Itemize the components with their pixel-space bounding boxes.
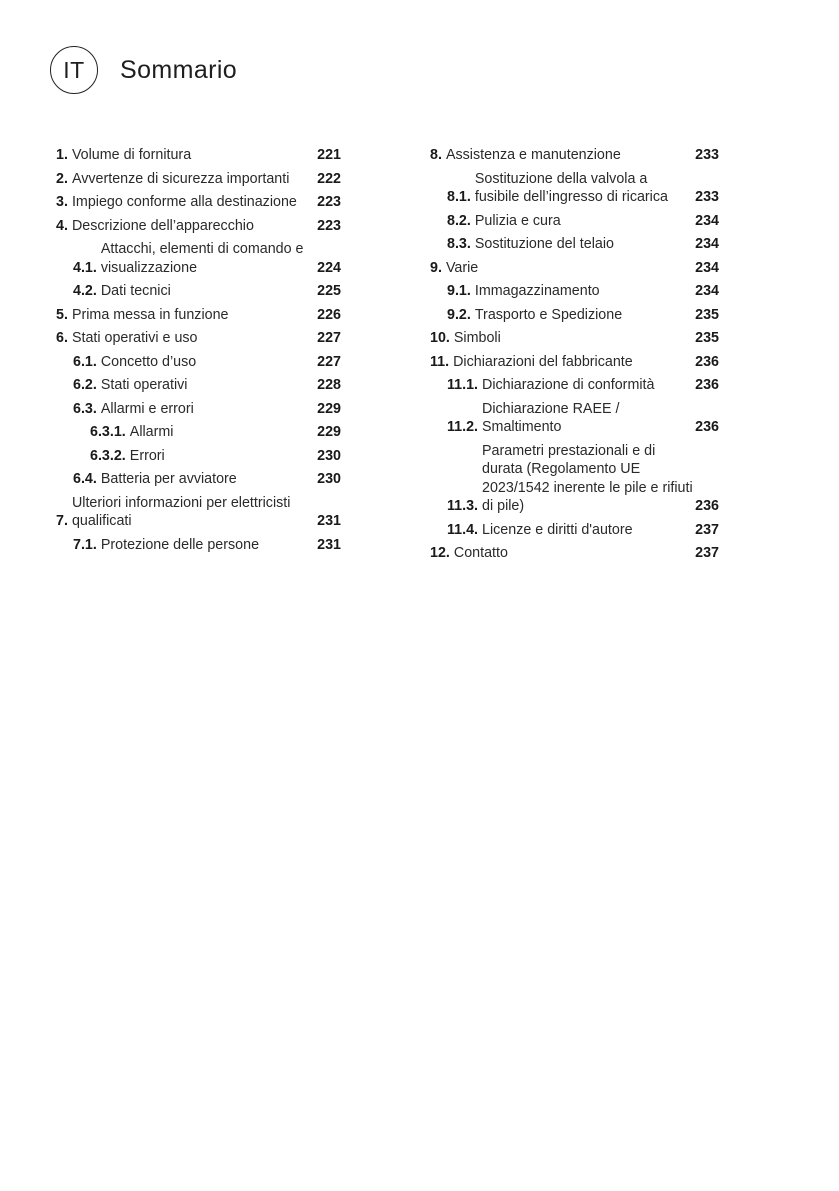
toc-entry-page: 234 bbox=[695, 236, 719, 252]
toc-entry-title: Contatto bbox=[453, 545, 508, 561]
toc-entry[interactable] bbox=[430, 282, 719, 301]
toc-entry[interactable] bbox=[430, 544, 719, 563]
toc-entry[interactable] bbox=[430, 146, 719, 165]
toc-entry-number: 6. bbox=[56, 330, 68, 346]
toc-entry-number: 6.3.1. bbox=[90, 424, 126, 440]
toc-entry-number: 7. bbox=[56, 513, 68, 529]
toc-entry-page: 230 bbox=[317, 447, 341, 464]
toc-entry-page: 228 bbox=[317, 377, 341, 393]
toc-entry-title: Allarmi e errori bbox=[100, 400, 194, 417]
toc-entry-number: 4. bbox=[56, 217, 68, 234]
toc-entry-page: 236 bbox=[695, 419, 719, 435]
toc-entry-number: 8.2. bbox=[447, 212, 471, 229]
toc-entry-title: Sostituzione della valvola a fusibile dell’ingresso di ricarica bbox=[474, 170, 668, 205]
toc-entry-number: 6.3. bbox=[73, 400, 97, 417]
toc-entry-page: 237 bbox=[695, 545, 719, 561]
toc-entry-number: 12. bbox=[430, 545, 450, 561]
toc-entry-page: 233 bbox=[695, 189, 719, 205]
toc-entry[interactable] bbox=[56, 536, 341, 555]
toc-entry-title: Stati operativi e uso bbox=[71, 330, 198, 346]
toc-entry-title: Parametri prestazionali e di durata (Regolamento UE 2023/1542 inerente le pile e rifiuti di pile) bbox=[482, 442, 693, 514]
toc-entry-number: 9. bbox=[430, 259, 442, 276]
toc-entry-page: 231 bbox=[317, 536, 341, 553]
toc-entry-page: 235 bbox=[695, 330, 719, 346]
toc-entry-page: 236 bbox=[695, 353, 719, 370]
toc-entry-number: 6.2. bbox=[73, 377, 97, 393]
language-badge bbox=[50, 46, 98, 94]
toc-entry-page: 227 bbox=[317, 353, 341, 370]
toc-entry[interactable] bbox=[56, 193, 341, 212]
toc-entry-title: Dati tecnici bbox=[100, 283, 171, 299]
toc-entry[interactable] bbox=[56, 447, 341, 466]
toc-entry-number: 6.1. bbox=[73, 353, 97, 370]
toc-entry-number: 6.3.2. bbox=[90, 447, 126, 464]
toc-entry[interactable] bbox=[56, 470, 341, 489]
toc-entry-page: 237 bbox=[695, 521, 719, 538]
toc-entry-number: 4.2. bbox=[73, 283, 97, 299]
toc-entry[interactable] bbox=[56, 353, 341, 372]
toc-entry-number: 10. bbox=[430, 330, 450, 346]
toc-entry-page: 236 bbox=[695, 377, 719, 393]
toc-entry-title: Immagazzinamento bbox=[474, 283, 600, 299]
toc-entry[interactable] bbox=[430, 235, 719, 254]
toc-entry-title: Licenze e diritti d'autore bbox=[482, 521, 633, 538]
toc-entry-page: 223 bbox=[317, 194, 341, 210]
language-code: IT bbox=[63, 56, 85, 83]
toc-entry[interactable] bbox=[430, 329, 719, 348]
toc-entry-title: Trasporto e Spedizione bbox=[474, 306, 623, 323]
toc-entry-page: 222 bbox=[317, 170, 341, 187]
toc-entry-title: Allarmi bbox=[129, 424, 174, 440]
toc-entry-page: 229 bbox=[317, 424, 341, 440]
toc-entry-number: 2. bbox=[56, 170, 68, 187]
toc-entry[interactable] bbox=[430, 212, 719, 231]
toc-entry-title: Pulizia e cura bbox=[474, 212, 561, 229]
toc-entry-title: Volume di fornitura bbox=[71, 147, 192, 163]
toc-entry-title: Assistenza e manutenzione bbox=[445, 147, 621, 163]
toc-entry-title: Ulteriori informazioni per elettricisti qualificati bbox=[71, 494, 291, 529]
toc-entry[interactable] bbox=[430, 521, 719, 540]
toc-entry-title: Errori bbox=[129, 447, 165, 464]
toc-entry-page: 225 bbox=[317, 283, 341, 299]
toc-entry-number: 11. bbox=[430, 353, 450, 370]
toc-entry-page: 224 bbox=[317, 259, 341, 276]
toc-column-left bbox=[56, 146, 341, 559]
toc-entry[interactable] bbox=[430, 353, 719, 372]
toc-entry-number: 8.3. bbox=[447, 236, 471, 252]
toc-entry-page: 234 bbox=[695, 212, 719, 229]
toc-entry[interactable] bbox=[430, 400, 719, 437]
toc-entry-title: Impiego conforme alla destinazione bbox=[71, 194, 297, 210]
toc-entry-page: 229 bbox=[317, 400, 341, 417]
toc-entry-number: 8.1. bbox=[447, 189, 471, 205]
toc-entry-number: 11.2. bbox=[447, 419, 479, 435]
toc-entry-number: 11.3. bbox=[447, 498, 479, 514]
toc-entry-title: Dichiarazioni del fabbricante bbox=[453, 353, 633, 370]
toc-entry[interactable] bbox=[56, 240, 341, 277]
toc-entry-title: Simboli bbox=[453, 330, 501, 346]
toc-entry[interactable] bbox=[56, 400, 341, 419]
toc-entry-title: Protezione delle persone bbox=[100, 536, 260, 553]
toc-entry[interactable] bbox=[56, 170, 341, 189]
toc-entry-page: 227 bbox=[317, 330, 341, 346]
toc-entry[interactable] bbox=[430, 376, 719, 395]
toc-entry[interactable] bbox=[430, 306, 719, 325]
toc-entry[interactable] bbox=[56, 494, 341, 531]
toc-entry-number: 6.4. bbox=[73, 471, 97, 487]
toc-entry-title: Avvertenze di sicurezza importanti bbox=[71, 170, 290, 187]
toc-entry-page: 234 bbox=[695, 259, 719, 276]
toc-entry-number: 4.1. bbox=[73, 259, 97, 276]
toc-entry-title: Attacchi, elementi di comando e visualizzazione bbox=[100, 241, 304, 276]
toc-entry-title: Sostituzione del telaio bbox=[474, 236, 614, 252]
toc-entry-page: 230 bbox=[317, 471, 341, 487]
toc-entry-title: Varie bbox=[445, 259, 479, 276]
toc-entry-title: Dichiarazione di conformità bbox=[482, 377, 655, 393]
toc-entry-page: 231 bbox=[317, 513, 341, 529]
toc-entry-page: 223 bbox=[317, 217, 341, 234]
toc-entry-page: 233 bbox=[695, 147, 719, 163]
toc-column-right bbox=[430, 146, 719, 568]
toc-entry-title: Prima messa in funzione bbox=[71, 306, 229, 323]
toc-entry[interactable] bbox=[56, 376, 341, 395]
toc-entry-number: 9.1. bbox=[447, 283, 471, 299]
toc-entry[interactable] bbox=[430, 170, 719, 207]
toc-entry[interactable] bbox=[430, 259, 719, 278]
toc-entry-page: 226 bbox=[317, 306, 341, 323]
toc-entry[interactable] bbox=[430, 442, 719, 516]
toc-entry-number: 11.4. bbox=[447, 521, 479, 538]
toc-entry-page: 221 bbox=[317, 147, 341, 163]
toc-entry-number: 7.1. bbox=[73, 536, 97, 553]
toc-entry[interactable] bbox=[56, 282, 341, 301]
toc-entry-title: Concetto d’uso bbox=[100, 353, 197, 370]
toc-entry-title: Descrizione dell’apparecchio bbox=[71, 217, 254, 234]
toc-entry-title: Batteria per avviatore bbox=[100, 471, 237, 487]
toc-entry-page: 235 bbox=[695, 306, 719, 323]
toc-entry-number: 3. bbox=[56, 194, 68, 210]
page-title: Sommario bbox=[120, 56, 238, 84]
toc-entry-number: 8. bbox=[430, 147, 442, 163]
toc-entry-number: 5. bbox=[56, 306, 68, 323]
toc-entry-number: 1. bbox=[56, 147, 68, 163]
toc-entry[interactable] bbox=[56, 146, 341, 165]
toc-entry[interactable] bbox=[56, 217, 341, 236]
toc-entry-page: 236 bbox=[695, 498, 719, 514]
toc-entry-title: Stati operativi bbox=[100, 377, 188, 393]
toc-entry-number: 11.1. bbox=[447, 377, 479, 393]
toc-entry-number: 9.2. bbox=[447, 306, 471, 323]
toc-entry[interactable] bbox=[56, 329, 341, 348]
toc-entry[interactable] bbox=[56, 306, 341, 325]
toc-entry[interactable] bbox=[56, 423, 341, 442]
toc-entry-page: 234 bbox=[695, 283, 719, 299]
toc-entry-title: Dichiarazione RAEE / Smaltimento bbox=[482, 400, 620, 435]
